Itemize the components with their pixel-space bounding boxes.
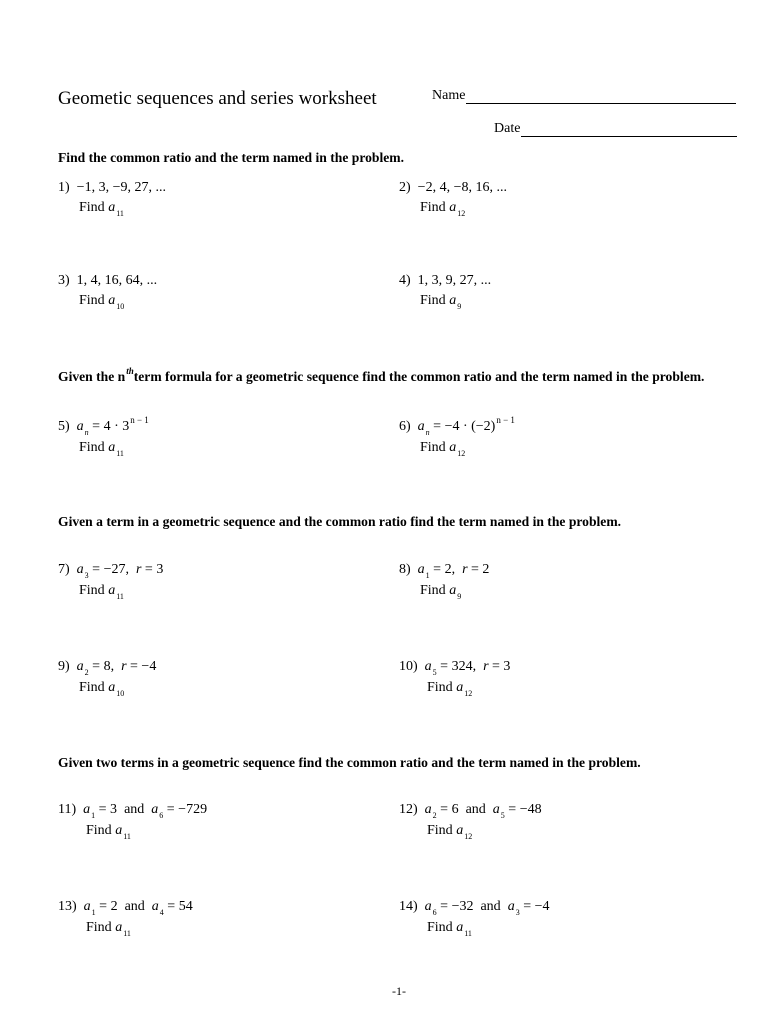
problem-4: 4) 1, 3, 9, 27, ... Find $a_9$ <box>399 273 492 311</box>
problem-7: 7) $a_3 = -27$, r = 3 Find $a_{11}$ <box>58 562 164 601</box>
problem-14: 14) $a_6 = -32$ and $a_3 = -4$ Find $a_{11}$ <box>399 899 550 938</box>
page-number: -1- <box>392 984 406 998</box>
problem-3: 3) 1, 4, 16, 64, ... Find $a_{10}$ <box>58 273 158 311</box>
problem-6: 6) $a_n = -4 \cdot (-2)^{n - 1}$ Find $a_{12}$ <box>399 415 515 458</box>
section-2-instruction: Given the $n^{th}term$ formula for a geometric sequence find the common ratio and the term named in the problem. <box>58 366 705 384</box>
date-line <box>521 135 737 137</box>
name-label: Name <box>432 88 466 103</box>
date-field <box>494 121 737 137</box>
problem-12: 12) $a_2 = 6$ and $a_5 = -48$ Find $a_{12}$ <box>399 802 542 841</box>
name-line <box>466 102 736 104</box>
problem-9: 9) $a_2 = 8$, r = −4 Find $a_{10}$ <box>58 659 157 698</box>
problem-2: 2) −2, 4, −8, 16, ... Find $a_{12}$ <box>399 180 507 218</box>
section-4-instruction: Given two terms in a geometric sequence find the common ratio and the term named in the problem. <box>58 755 641 770</box>
problem-11: 11) $a_1 = 3$ and $a_6 = -729$ Find $a_{11}$ <box>58 802 208 841</box>
problem-13: 13) $a_1 = 2$ and $a_4 = 54$ Find $a_{11}$ <box>58 899 193 938</box>
date-label: Date <box>494 121 521 136</box>
problem-10: 10) $a_5 = 324$, r = 3 Find $a_{12}$ <box>399 659 511 698</box>
problem-5: 5) $a_n = 4 \cdot 3^{n - 1}$ Find $a_{11}$ <box>58 415 149 458</box>
problem-8: 8) $a_1 = 2$, r = 2 Find $a_9$ <box>399 562 490 601</box>
problem-1: 1) −1, 3, −9, 27, ... Find $a_{11}$ <box>58 180 166 218</box>
section-3-instruction: Given a term in a geometric sequence and the common ratio find the term named in the problem. <box>58 514 622 529</box>
worksheet-title: Geometic sequences and series worksheet <box>58 88 377 109</box>
name-field <box>432 88 736 104</box>
section-1-instruction: Find the common ratio and the term named in the problem. <box>58 150 404 165</box>
